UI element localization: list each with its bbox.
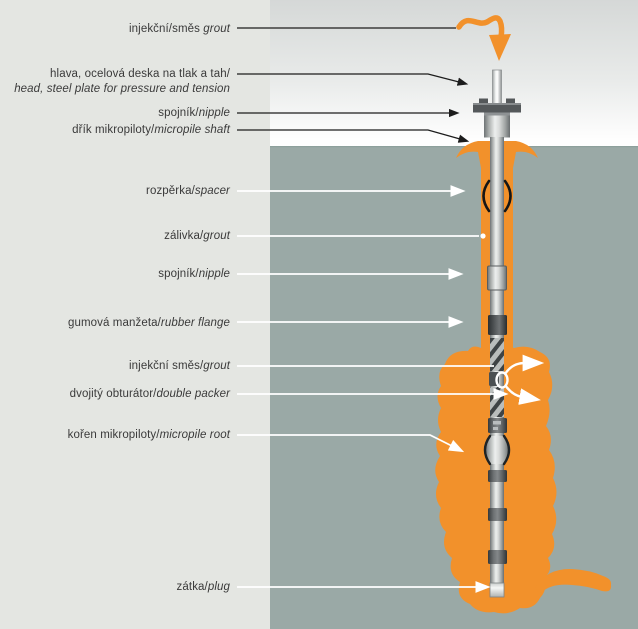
label-text-en: grout xyxy=(203,23,230,35)
label-text-en: plug xyxy=(207,581,230,593)
label-head-steel-plate xyxy=(0,67,230,97)
coupler-band-slot xyxy=(493,427,498,430)
coupler-band xyxy=(488,550,507,564)
top-rod xyxy=(493,70,502,104)
label-injection-grout-top xyxy=(0,22,230,37)
label-spacer xyxy=(0,184,230,199)
label-text-en: grout xyxy=(203,230,230,242)
plug-tip xyxy=(490,583,504,597)
label-text-cz: hlava, ocelová deska na tlak a tah/ xyxy=(50,68,230,80)
label-text-cz: dvojitý obturátor/ xyxy=(69,388,157,400)
coupler-sleeve xyxy=(488,266,507,290)
rubber-flange-band xyxy=(488,315,507,335)
label-text-en: head, steel plate for pressure and tension xyxy=(14,83,230,95)
label-text-en: nipple xyxy=(198,268,230,280)
label-text-cz: rozpěrka/ xyxy=(146,185,195,197)
label-text-cz: gumová manžeta/ xyxy=(68,317,161,329)
label-nipple-lower xyxy=(0,267,230,282)
coupler-band-slot xyxy=(493,421,501,425)
label-text-cz: zátka/ xyxy=(176,581,208,593)
label-plug xyxy=(0,580,230,595)
nipple-top-coupler xyxy=(484,113,510,138)
packer-helix-lower xyxy=(490,387,504,417)
label-grout-fill xyxy=(0,229,230,244)
nipple-top-edge xyxy=(484,113,510,116)
label-text-cz: spojník/ xyxy=(158,268,199,280)
label-text-en: nipple xyxy=(198,107,230,119)
label-text-en: spacer xyxy=(194,185,230,197)
ground-surface-line xyxy=(270,146,638,147)
label-micropile-shaft xyxy=(0,123,230,138)
label-text-en: rubber flange xyxy=(160,317,230,329)
coupler-band xyxy=(488,418,507,433)
label-text-en: double packer xyxy=(156,388,230,400)
head-plate-bolt xyxy=(506,99,515,104)
label-text-cz: injekční směs/ xyxy=(129,360,204,372)
label-text-en: micropile root xyxy=(159,429,230,441)
head-plate-bolt xyxy=(479,99,488,104)
head-plate-highlight xyxy=(473,103,521,105)
label-text-en: micropile shaft xyxy=(154,124,230,136)
label-text-cz: kořen mikropiloty/ xyxy=(67,429,160,441)
label-text-cz: injekční/směs xyxy=(129,23,204,35)
label-double-packer xyxy=(0,387,230,402)
label-rubber-flange xyxy=(0,316,230,331)
coupler-band xyxy=(488,470,507,482)
leader-dot-grout-fill xyxy=(480,233,485,238)
label-text-cz: dřík mikropiloty/ xyxy=(72,124,155,136)
label-injection-grout-root xyxy=(0,359,230,374)
label-text-cz: spojník/ xyxy=(158,107,199,119)
label-micropile-root xyxy=(0,428,230,443)
label-text-en: grout xyxy=(203,360,230,372)
label-nipple-upper xyxy=(0,106,230,121)
coupler-band xyxy=(488,508,507,521)
label-text-cz: zálivka/ xyxy=(164,230,204,242)
